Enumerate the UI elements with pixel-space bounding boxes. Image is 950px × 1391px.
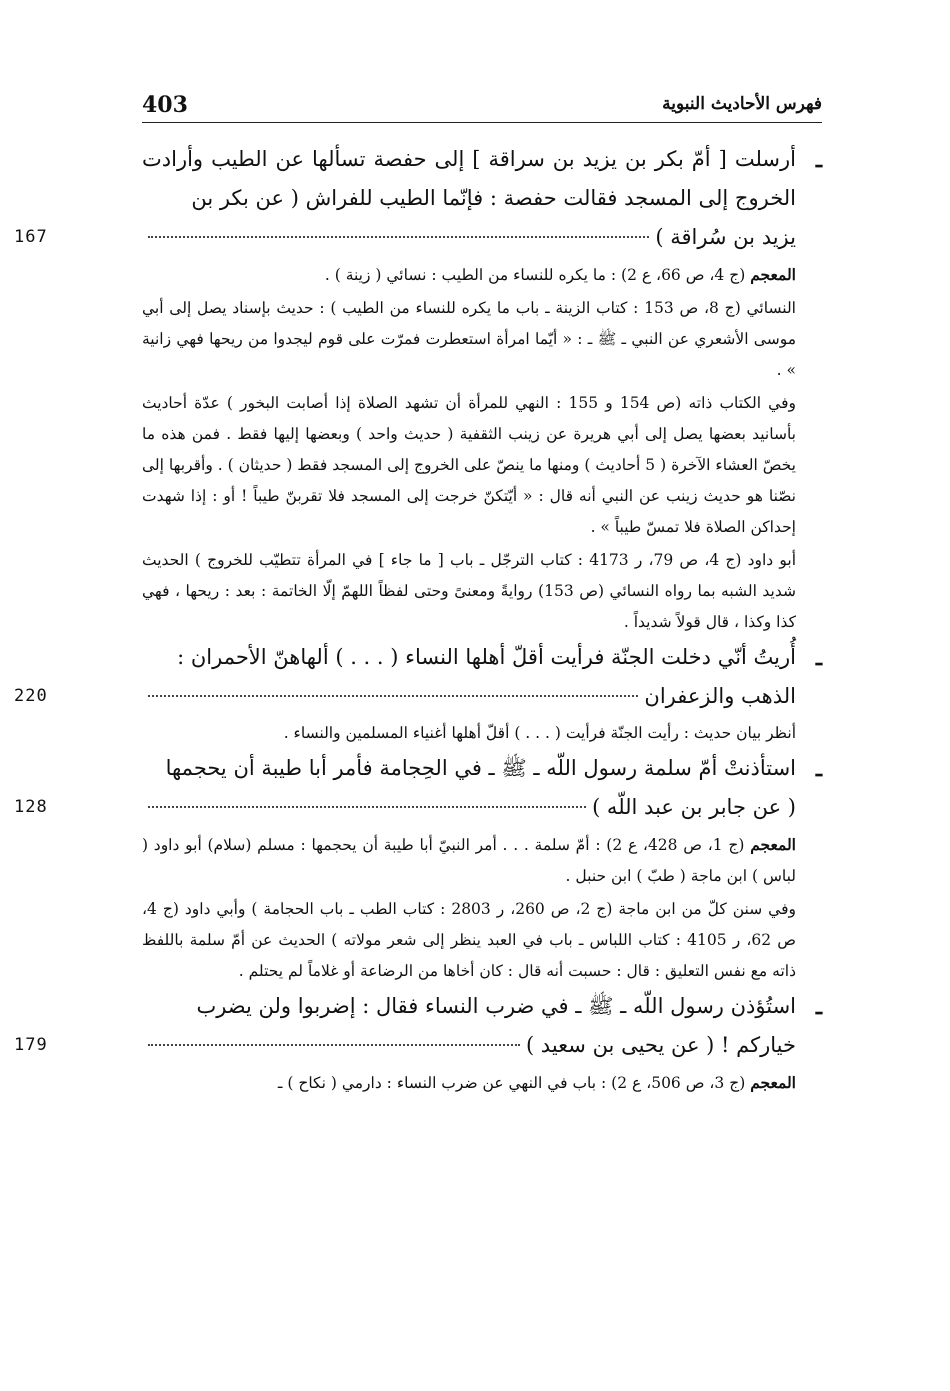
leader-dots [148, 1043, 520, 1046]
note-paragraph [142, 545, 822, 638]
note-paragraph [142, 829, 822, 892]
note-text: (ج 1، ص 428، ع 2) : أمّ سلمة . . . أمر النبيّ أبا طيبة أن يحجمها : مسلم (سلام) أبو داود ( لباس ) ابن ماجة ( طبّ ) ابن حنبل . [142, 836, 796, 885]
leader-dots [148, 694, 638, 697]
note-paragraph [142, 894, 822, 987]
hadith-tail-text: ( عن جابر بن عبد اللّه ) [592, 795, 796, 819]
note-paragraph [142, 293, 822, 386]
reference-number: 167 [14, 227, 48, 247]
hadith-entry [14, 987, 822, 1099]
note-label: المعجم [750, 1073, 796, 1092]
hadith-text [142, 140, 822, 218]
running-title: فهرس الأحاديث النبوية [662, 94, 822, 114]
hadith-tail-row [14, 677, 822, 716]
hadith-index-list [14, 140, 822, 1099]
hadith-main-text: استُؤذن رسول اللّه ـ ﷺ ـ في ضرب النساء فقال : إضربوا ولن يضرب [196, 994, 796, 1018]
hadith-tail-text: خياركم ! ( عن يحيى بن سعيد ) [525, 1033, 796, 1057]
page-number: 403 [142, 92, 188, 118]
note-label: المعجم [750, 265, 796, 284]
hadith-tail-row [14, 218, 822, 257]
note-paragraph [142, 388, 822, 543]
leader-dots [148, 805, 586, 808]
reference-number: 220 [14, 686, 48, 706]
note-text: وفي سنن كلّ من ابن ماجة (ج 2، ص 260، ر 2803 : كتاب الطب ـ باب الحجامة ) وأبي داود (ج 4، ص 62، ر 4105 : كتاب اللباس ـ باب في العبد ينظر إلى شعر مولاته ) الحديث عن أمّ سلمة باللفظ ذاته مع نفس التعليق : قال : حسبت أنه قال : كان أخاها من الرضاعة أو غلاماً لم يحتلم . [142, 900, 797, 980]
hadith-tail-text: الذهب والزعفران [644, 684, 796, 708]
hadith-text [142, 749, 822, 788]
note-paragraph [142, 718, 822, 749]
entry-dash: ـ [815, 147, 822, 172]
entry-dash: ـ [815, 756, 822, 781]
note-text: النسائي (ج 8، ص 153 : كتاب الزينة ـ باب ما يكره للنساء من الطيب ) : حديث بإسناد يصل إلى أبي موسى الأشعري عن النبي ـ ﷺ ـ : « أيّما امرأة استعطرت فمرّت على قوم ليجدوا من ريحها فهي زانية » . [142, 299, 796, 379]
page-header [142, 92, 822, 123]
reference-number: 179 [14, 1035, 48, 1055]
reference-number: 128 [14, 797, 48, 817]
entry-dash: ـ [815, 994, 822, 1019]
hadith-entry [14, 749, 822, 987]
note-label: المعجم [750, 835, 796, 854]
hadith-main-text: أُريتُ أنّي دخلت الجنّة فرأيت أقلّ أهلها النساء ( . . . ) ألهاهنّ الأحمران : [177, 645, 796, 669]
hadith-tail-text: يزيد بن سُراقة ) [655, 225, 796, 249]
note-text: أنظر بيان حديث : رأيت الجنّة فرأيت ( . . . ) أقلّ أهلها أغنياء المسلمين والنساء . [283, 724, 796, 742]
hadith-main-text: استأذنتْ أمّ سلمة رسول اللّه ـ ﷺ ـ في الحِجامة فأمر أبا طيبة أن يحجمها [165, 756, 796, 780]
note-text: (ج 3، ص 506، ع 2) : باب في النهي عن ضرب النساء : دارمي ( نكاح ) ـ [277, 1074, 746, 1092]
hadith-entry [14, 638, 822, 749]
hadith-entry [14, 140, 822, 638]
hadith-tail-row [14, 788, 822, 827]
hadith-text [142, 987, 822, 1026]
hadith-text [142, 638, 822, 677]
note-paragraph [142, 1067, 822, 1099]
note-paragraph [142, 259, 822, 291]
note-text: وفي الكتاب ذاته (ص 154 و 155 : النهي للمرأة أن تشهد الصلاة إذا أصابت البخور ) عدّة أحاديث بأسانيد بعضها يصل إلى أبي هريرة عن زينب الثقفية ( حديث واحد ) وبعضها إليها فقط . فمن هذه ما يخصّ العشاء الآخرة ( 5 أحاديث ) ومنها ما ينصّ على الخروج إلى المسجد فقط ( حديثان ) . وأقربها إلى نصّنا هو حديث زينب عن النبي أنه قال : « أيّتكنّ خرجت إلى المسجد فلا تقربنّ طيباً ! أو : إذا شهدت إحداكن الصلاة فلا تمسّ طيباً » . [142, 394, 796, 536]
entry-dash: ـ [815, 645, 822, 670]
note-text: (ج 4، ص 66، ع 2) : ما يكره للنساء من الطيب : نسائي ( زينة ) . [324, 266, 746, 284]
hadith-tail-row [14, 1026, 822, 1065]
leader-dots [148, 235, 649, 238]
note-text: أبو داود (ج 4، ص 79، ر 4173 : كتاب الترجّل ـ باب [ ما جاء ] في المرأة تتطيّب للخروج ) الحديث شديد الشبه بما رواه النسائي (ص 153) روايةً ومعنىً وحتى لفظاً اللهمّ إلّا الخاتمة : بعد : ريحها ، فهي كذا وكذا ، قال قولاً شديداً . [142, 551, 796, 631]
hadith-main-text: أرسلت [ أمّ بكر بن يزيد بن سراقة ] إلى حفصة تسألها عن الطيب وأرادت الخروج إلى المسجد فقالت حفصة : فإنّما الطيب للفراش ( عن بكر بن [142, 147, 796, 210]
